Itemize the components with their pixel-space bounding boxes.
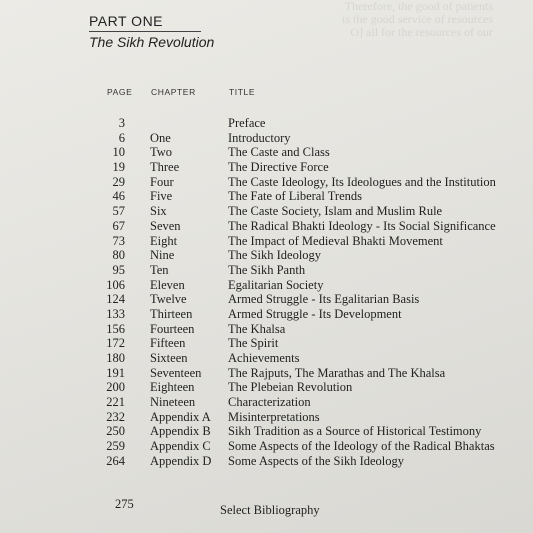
toc-row (0, 145, 533, 160)
toc-page-number: 259 (106, 439, 125, 454)
toc-page-number: 46 (112, 189, 125, 204)
toc-page-number: 6 (118, 130, 125, 145)
toc-row (0, 366, 533, 381)
toc-page-number: 124 (106, 292, 125, 307)
toc-page-number: 19 (112, 160, 125, 175)
toc-page-number: 133 (106, 306, 125, 321)
column-header-title: TITLE (229, 87, 256, 97)
toc-row (0, 175, 533, 190)
toc-chapter: Eleven (150, 277, 185, 292)
toc-page-number: 191 (106, 365, 125, 380)
toc-row (0, 395, 533, 410)
toc-page-number: 172 (106, 336, 125, 351)
toc-page-number: 73 (112, 233, 125, 248)
toc-row (0, 454, 533, 469)
toc-row (0, 248, 533, 263)
toc-title: The Caste and Class (228, 145, 330, 160)
toc-chapter: Thirteen (150, 306, 193, 321)
bleed-through-text (342, 0, 493, 39)
column-header-page: PAGE (107, 87, 133, 97)
toc-row (0, 234, 533, 249)
toc-chapter: Nineteen (150, 395, 196, 410)
toc-title: Some Aspects of the Sikh Ideology (228, 453, 405, 468)
ghost-line: O] all for the resources of our (350, 25, 493, 39)
toc-title: Egalitarian Society (228, 277, 324, 292)
toc-chapter: Eight (150, 233, 178, 248)
toc-title: The Khalsa (228, 321, 286, 336)
column-header-chapter: CHAPTER (151, 87, 196, 97)
toc-page-number: 57 (112, 204, 125, 219)
toc-page-number: 67 (112, 218, 125, 233)
toc-chapter: Appendix D (150, 453, 212, 468)
toc-title: Preface (228, 116, 266, 130)
toc-page-number: 180 (106, 351, 125, 365)
ghost-line: Therefore, the good of patients (344, 0, 493, 13)
toc-title: Some Aspects of the Ideology of the Radical Bhaktas (228, 439, 495, 454)
toc-chapter: Sixteen (150, 351, 188, 365)
part-title: PART ONE (89, 13, 201, 32)
toc-chapter: Five (150, 189, 173, 204)
toc-chapter: Seven (150, 218, 181, 233)
toc-title: The Caste Society, Islam and Muslim Rule (228, 204, 443, 219)
toc-page-number: 80 (112, 248, 125, 263)
toc-title: The Caste Ideology, Its Ideologues and the Institution (228, 174, 496, 189)
toc-chapter: Two (150, 145, 173, 160)
toc-chapter: Six (150, 204, 167, 219)
toc-row (0, 160, 533, 175)
toc-row (0, 116, 533, 131)
toc-title: The Spirit (228, 336, 279, 351)
toc-row (0, 410, 533, 425)
toc-chapter: Appendix C (150, 439, 211, 454)
toc-title: The Fate of Liberal Trends (228, 189, 363, 204)
toc-chapter: Eighteen (150, 380, 195, 395)
toc-chapter: Fourteen (150, 321, 195, 336)
toc-row (0, 322, 533, 337)
toc-row (0, 336, 533, 351)
bibliography-page: 275 (115, 497, 134, 511)
toc-chapter: Ten (150, 262, 169, 277)
toc-title: Misinterpretations (228, 409, 320, 424)
toc-row (0, 439, 533, 454)
bibliography-entry (0, 497, 533, 517)
toc-chapter: Appendix A (150, 409, 211, 424)
toc-title: Armed Struggle - Its Egalitarian Basis (228, 292, 420, 307)
toc-row (0, 189, 533, 204)
toc-page-number: 29 (112, 174, 125, 189)
toc-page-number: 3 (118, 116, 125, 130)
toc-page-number: 264 (106, 453, 125, 468)
toc-page-number: 156 (106, 321, 125, 336)
toc-row (0, 219, 533, 234)
toc-row (0, 131, 533, 146)
part-subtitle: The Sikh Revolution (89, 34, 215, 50)
toc-title: The Rajputs, The Marathas and The Khalsa (228, 365, 446, 380)
toc-title: The Impact of Medieval Bhakti Movement (228, 233, 443, 248)
toc-page-number: 221 (106, 395, 125, 410)
toc-title: Achievements (228, 351, 300, 365)
toc-title: The Radical Bhakti Ideology - Its Social Significance (228, 218, 496, 233)
toc-page-number: 95 (112, 262, 125, 277)
toc-title: The Directive Force (228, 160, 329, 175)
toc-chapter: One (150, 130, 171, 145)
toc-page-number: 10 (112, 145, 125, 160)
toc-row (0, 263, 533, 278)
toc-page-number: 106 (106, 277, 125, 292)
toc-chapter: Three (150, 160, 180, 175)
toc-page-number: 250 (106, 424, 125, 439)
toc-row (0, 424, 533, 439)
toc-row (0, 292, 533, 307)
toc-page-number: 200 (106, 380, 125, 395)
toc-row (0, 307, 533, 322)
toc-chapter: Nine (150, 248, 175, 263)
toc-row (0, 204, 533, 219)
toc-title: Introductory (228, 130, 291, 145)
toc-title: Characterization (228, 395, 311, 410)
bibliography-title: Select Bibliography (220, 503, 320, 517)
toc-title: The Sikh Panth (228, 262, 306, 277)
toc-title: The Plebeian Revolution (228, 380, 353, 395)
toc-chapter: Twelve (150, 292, 187, 307)
toc-chapter: Seventeen (150, 365, 202, 380)
table-of-contents (0, 116, 533, 469)
toc-row (0, 278, 533, 293)
ghost-line: is the good service of resources (342, 12, 493, 26)
toc-row (0, 380, 533, 395)
toc-title: Sikh Tradition as a Source of Historical Testimony (228, 424, 482, 439)
toc-chapter: Four (150, 174, 174, 189)
toc-title: The Sikh Ideology (228, 248, 322, 263)
toc-title: Armed Struggle - Its Development (228, 306, 402, 321)
toc-page-number: 232 (106, 409, 125, 424)
toc-chapter: Fifteen (150, 336, 186, 351)
toc-row (0, 351, 533, 366)
toc-chapter: Appendix B (150, 424, 211, 439)
